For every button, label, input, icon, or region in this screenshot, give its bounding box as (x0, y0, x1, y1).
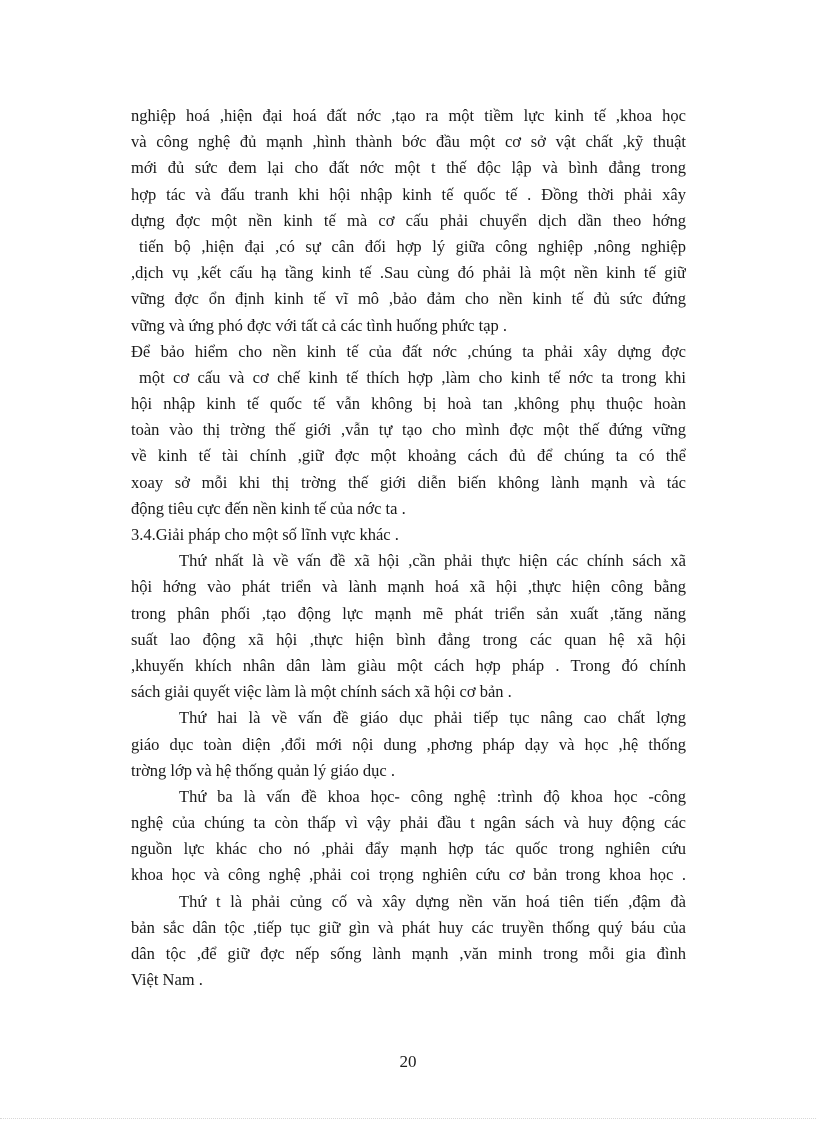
text-line: toàn vào thị trờng thế giới ,vẫn tự tạo cho mình đợc một thế đứng vững (131, 420, 686, 440)
text-line: nghệ của chúng ta còn thấp vì vậy phải đầu t ngân sách và huy động các (131, 813, 686, 833)
text-line: trờng lớp và hệ thống quản lý giáo dục . (131, 760, 395, 780)
text-line: suất lao động xã hội ,thực hiện bình đẳng trong các quan hệ xã hội (131, 629, 686, 649)
text-line: dân tộc ,để giữ đợc nếp sống lành mạnh ,văn minh trong mỗi gia đình (131, 944, 686, 963)
body-text (131, 103, 686, 993)
text-line: sách giải quyết việc làm là một chính sách xã hội cơ bản . (131, 682, 512, 702)
text-line: và công nghệ đủ mạnh ,hình thành bớc đầu một cơ sở vật chất ,kỹ thuật (131, 132, 686, 152)
text-line: một cơ cấu và cơ chế kinh tế thích hợp ,làm cho kinh tế nớc ta trong khi (139, 367, 686, 387)
text-line: Việt Nam . (131, 970, 203, 990)
text-line: Để bảo hiểm cho nền kinh tế của đất nớc ,chúng ta phải xây dựng đợc (131, 341, 686, 361)
text-line: hội nhập kinh tế quốc tế vẫn không bị hoà tan ,không phụ thuộc hoàn (131, 394, 686, 414)
text-line: xoay sở mỗi khi thị trờng thế giới diễn biến không lành mạnh và tác (131, 472, 686, 492)
page-bottom-divider (0, 1118, 816, 1119)
text-line: nghiệp hoá ,hiện đại hoá đất nớc ,tạo ra một tiềm lực kinh tế ,khoa học (131, 106, 686, 125)
text-line: vững đợc ổn định kinh tế vĩ mô ,bảo đảm cho nền kinh tế đủ sức đứng (131, 289, 686, 309)
page-number: 20 (399, 1052, 417, 1071)
text-line: ,dịch vụ ,kết cấu hạ tầng kinh tế .Sau cùng đó phải là một nền kinh tế giữ (131, 263, 686, 283)
text-line: Thứ t là phải củng cố và xây dựng nền văn hoá tiên tiến ,đậm đà (179, 891, 686, 911)
text-line: Thứ ba là vấn đề khoa học- công nghệ :trình độ khoa học -công (179, 786, 686, 806)
text-line: bản sắc dân tộc ,tiếp tục giữ gìn và phát huy các truyền thống quý báu của (131, 917, 686, 937)
text-line: Thứ nhất là về vấn đề xã hội ,cần phải thực hiện các chính sách xã (179, 551, 686, 571)
text-line: ,khuyến khích nhân dân làm giàu một cách hợp pháp . Trong đó chính (131, 655, 686, 675)
text-line: vững và ứng phó đợc với tất cả các tình huống phức tạp . (131, 315, 508, 335)
text-line: dựng đợc một nền kinh tế mà cơ cấu phải chuyển dịch dần theo hớng (131, 210, 686, 230)
text-line: hợp tác và đấu tranh khi hội nhập kinh tế quốc tế . Đồng thời phải xây (131, 184, 686, 204)
text-line: tiến bộ ,hiện đại ,có sự cân đối hợp lý giữa công nghiệp ,nông nghiệp (139, 236, 686, 256)
text-line: trong phân phối ,tạo động lực mạnh mẽ phát triển sản xuất ,tăng năng (131, 603, 686, 623)
text-line: giáo dục toàn diện ,đổi mới nội dung ,phơng pháp dạy và học ,hệ thống (131, 734, 686, 754)
text-line: về kinh tế tài chính ,giữ đợc một khoảng cách đủ để chúng ta có thể (131, 446, 686, 466)
text-line: động tiêu cực đến nền kinh tế của nớc ta . (131, 498, 406, 518)
text-line: hội hớng vào phát triển và lành mạnh hoá xã hội ,thực hiện công bằng (131, 577, 686, 597)
text-line: Thứ hai là về vấn đề giáo dục phải tiếp tục nâng cao chất lợng (179, 708, 686, 728)
text-line: mới đủ sức đem lại cho đất nớc một t thế độc lập và bình đẳng trong (131, 158, 686, 178)
section-heading: 3.4.Giải pháp cho một số lĩnh vực khác . (131, 525, 399, 544)
text-line: nguồn lực khác cho nó ,phải đẩy mạnh hợp tác quốc trong nghiên cứu (131, 839, 686, 859)
text-line: khoa học và công nghệ ,phải coi trọng nghiên cứu cơ bản trong khoa học . (131, 865, 686, 885)
